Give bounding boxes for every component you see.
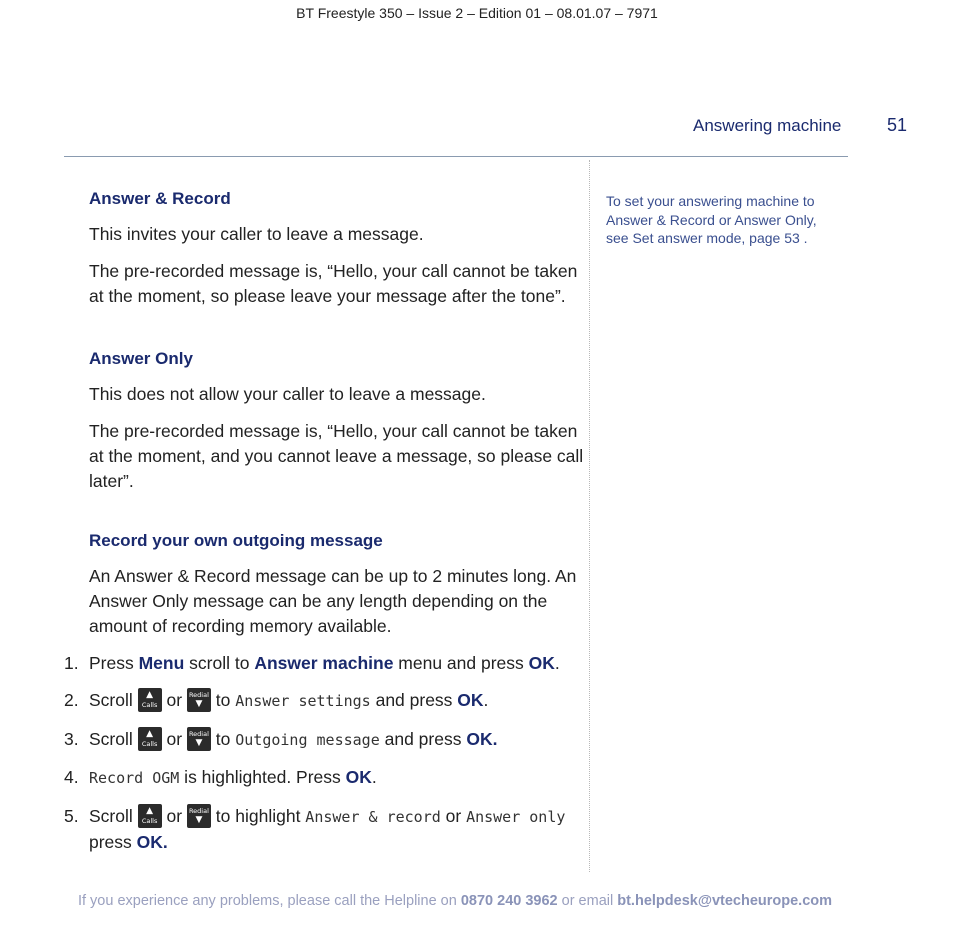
footer-text: If you experience any problems, please call the Helpline on — [77, 893, 461, 909]
section-title: Answering machine — [693, 116, 842, 135]
scroll-down-redial-key-icon — [187, 727, 211, 751]
step-number: 2. — [64, 690, 79, 710]
step-text: . — [483, 690, 489, 710]
step-number: 5. — [64, 806, 79, 826]
step-5 — [64, 804, 584, 855]
step-text: Scroll — [89, 690, 138, 710]
redial-key-label: Redial — [188, 691, 209, 699]
up-arrow-icon: ▲ — [146, 690, 154, 700]
scroll-up-calls-key-icon — [138, 804, 162, 828]
step-text: . — [554, 653, 560, 673]
step-text: or — [161, 690, 187, 710]
down-arrow-icon: ▼ — [195, 699, 203, 709]
step-3 — [64, 727, 584, 753]
step-number: 4. — [64, 767, 79, 787]
step-text: or — [440, 806, 467, 826]
footer-text: or email — [557, 893, 618, 909]
scroll-up-calls-key-icon — [138, 688, 162, 712]
side-note: To set your answering machine to Answer & Record or Answer Only, see Set answer mode, page 53 . — [606, 193, 817, 246]
screen-text: Answer only — [466, 808, 566, 826]
answer-record-heading: Answer & Record — [89, 189, 231, 208]
step-4 — [64, 765, 584, 791]
answer-only-heading: Answer Only — [89, 349, 193, 368]
step-text: to — [210, 690, 236, 710]
calls-key-label: Calls — [141, 817, 158, 825]
step-text: or — [161, 729, 187, 749]
redial-key-label: Redial — [188, 730, 209, 738]
step-text: Press — [89, 653, 139, 673]
steps-list — [64, 651, 584, 855]
ok-key-label: OK — [457, 690, 484, 710]
step-2 — [64, 688, 584, 714]
step-text: or — [161, 806, 187, 826]
step-text: menu and press — [393, 653, 529, 673]
screen-text: Record OGM — [89, 769, 180, 787]
helpdesk-email: bt.helpdesk@vtecheurope.com — [617, 893, 833, 909]
step-text: and press — [379, 729, 467, 749]
step-text: press — [89, 832, 137, 852]
menu-key-label: Menu — [138, 653, 185, 673]
up-arrow-icon: ▲ — [146, 806, 154, 816]
step-text: to — [210, 729, 236, 749]
step-text: Scroll — [89, 806, 138, 826]
up-arrow-icon: ▲ — [146, 729, 154, 739]
record-own-intro: An Answer & Record message can be up to 2 minutes long. An Answer Only message can be any length depending on the amount of recording memory available. — [89, 566, 577, 636]
screen-text: Outgoing message — [235, 731, 380, 749]
screen-text: Answer settings — [235, 692, 371, 710]
down-arrow-icon: ▼ — [195, 738, 203, 748]
step-text: Scroll — [89, 729, 138, 749]
scroll-down-redial-key-icon — [187, 804, 211, 828]
ok-key-label: OK. — [136, 832, 168, 852]
ok-key-label: OK — [345, 767, 372, 787]
page-number: 51 — [887, 115, 908, 135]
step-text: to highlight — [210, 806, 306, 826]
ok-key-label: OK — [528, 653, 555, 673]
document-id-line: BT Freestyle 350 – Issue 2 – Edition 01 – 08.01.07 – 7971 — [296, 5, 658, 21]
step-text: and press — [370, 690, 458, 710]
step-text: . — [371, 767, 377, 787]
calls-key-label: Calls — [141, 740, 158, 748]
step-text: scroll to — [184, 653, 255, 673]
step-number: 1. — [64, 653, 79, 673]
ok-key-label: OK. — [466, 729, 498, 749]
down-arrow-icon: ▼ — [195, 815, 203, 825]
answer-record-intro: This invites your caller to leave a message. — [89, 224, 424, 244]
answer-record-message: The pre-recorded message is, “Hello, your call cannot be taken at the moment, so please leave your message after the tone”. — [89, 261, 578, 306]
scroll-down-redial-key-icon — [187, 688, 211, 712]
header-divider — [64, 156, 848, 157]
record-own-heading: Record your own outgoing message — [89, 531, 383, 550]
helpline-phone: 0870 240 3962 — [460, 893, 558, 909]
answer-only-message: The pre-recorded message is, “Hello, your call cannot be taken at the moment, and you cannot leave a message, so please call later”. — [89, 421, 584, 491]
calls-key-label: Calls — [141, 701, 158, 709]
redial-key-label: Redial — [188, 807, 209, 815]
helpline-footer — [0, 893, 910, 909]
answer-machine-label: Answer machine — [254, 653, 394, 673]
step-number: 3. — [64, 729, 79, 749]
answer-only-intro: This does not allow your caller to leave a message. — [89, 384, 486, 404]
scroll-up-calls-key-icon — [138, 727, 162, 751]
main-column — [64, 186, 584, 855]
screen-text: Answer & record — [305, 808, 441, 826]
column-divider — [589, 160, 590, 872]
step-text: is highlighted. Press — [179, 767, 346, 787]
step-1 — [64, 651, 584, 676]
